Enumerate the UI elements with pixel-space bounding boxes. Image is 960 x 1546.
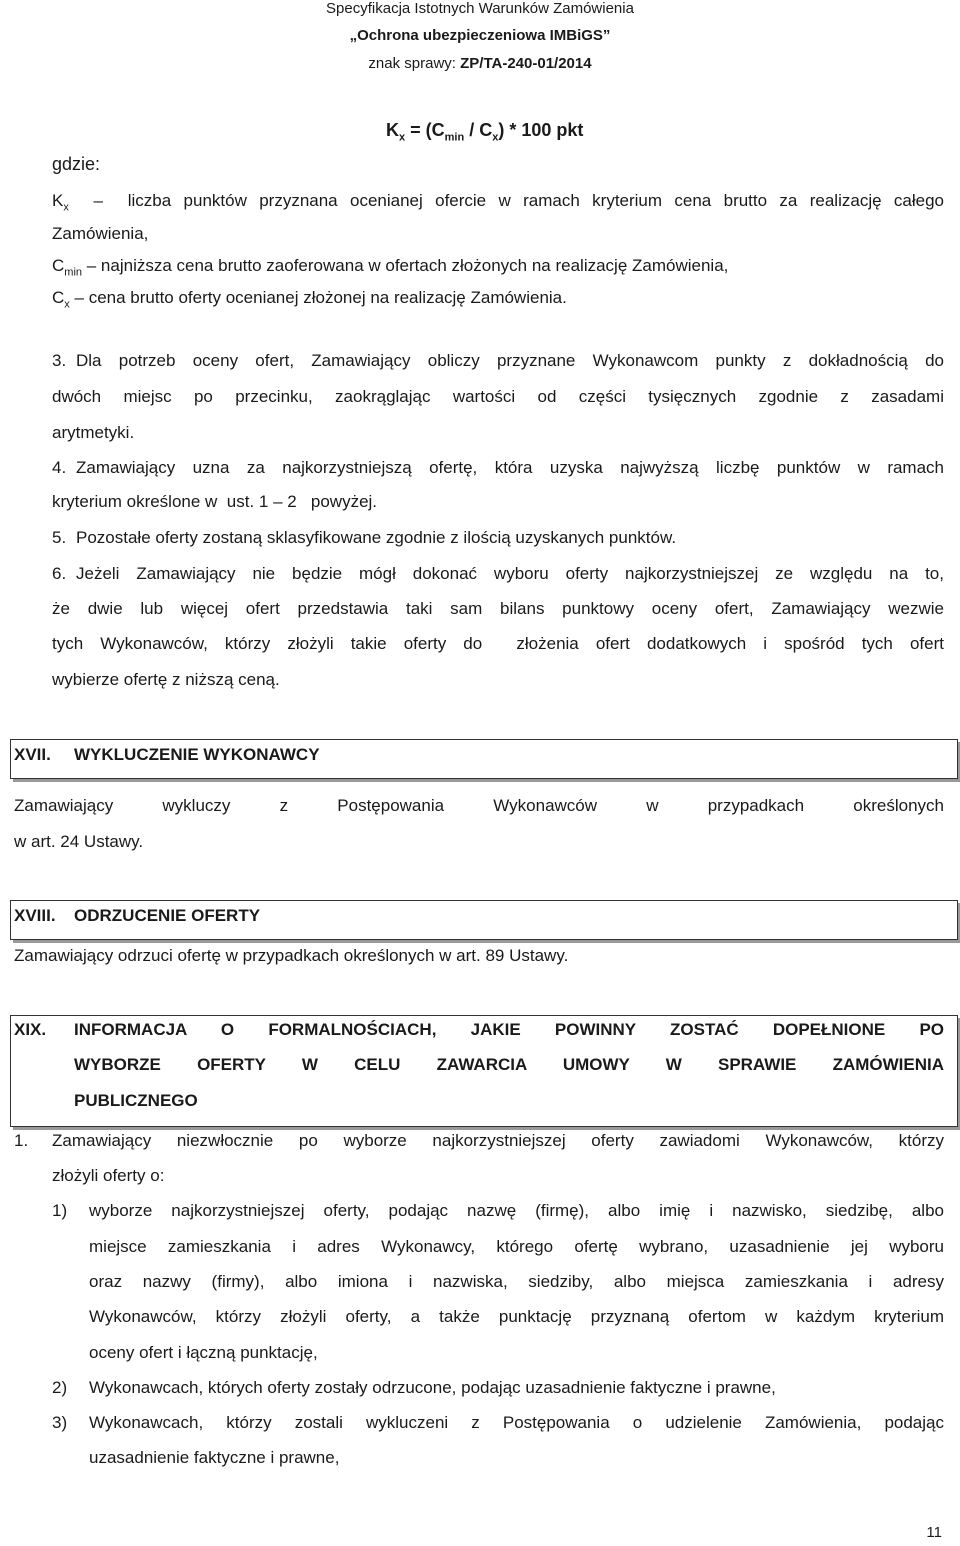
score-formula: $K_x = (C_{min} / C_x) * 100$ pkt xyxy=(386,120,584,144)
item-4-line1: Zamawiający uzna za najkorzystniejszą ofertę, która uzyska najwyższą liczbę punktów w ramach xyxy=(76,458,944,477)
section-18-number: XVIII. xyxy=(14,906,56,925)
header-title: Specyfikacja Istotnych Warunków Zamówienia xyxy=(326,0,634,17)
header-reference-code: ZP/TA-240-01/2014 xyxy=(460,55,592,72)
subpoint-1-line2: miejsce zamieszkania i adres Wykonawcy, którego ofertę wybrano, uzasadnienie jej wyboru xyxy=(89,1237,944,1256)
page-number: 11 xyxy=(926,1524,942,1541)
where-label: gdzie: xyxy=(52,154,101,174)
definition-kx-line1: $K_x$ – liczba punktów przyznana ocenianej ofercie w ramach kryterium cena brutto za realizację całego xyxy=(52,191,944,214)
subpoint-3-line2: uzasadnienie faktyczne i prawne, xyxy=(89,1448,340,1467)
section-17-line1: Zamawiający wykluczy z Postępowania Wykonawców w przypadkach określonych xyxy=(14,796,944,815)
subpoint-1-line1: wyborze najkorzystniejszej oferty, podając nazwę (firmę), albo imię i nazwisko, siedzibę, albo xyxy=(89,1201,944,1220)
header-reference xyxy=(0,55,960,72)
subpoint-3-line1: Wykonawcach, którzy zostali wykluczeni z Postępowania o udzielenie Zamówienia, podając xyxy=(89,1413,944,1432)
section-17-title: WYKLUCZENIE WYKONAWCY xyxy=(74,745,320,764)
subpoint-1-number: 1) xyxy=(52,1201,68,1220)
subpoint-1-line5: oceny ofert i łączną punktację, xyxy=(89,1343,318,1362)
section-19-point-1-line2: złożyli oferty o: xyxy=(52,1166,165,1185)
definition-kx-line2: Zamówienia, xyxy=(52,224,149,243)
section-17-number: XVII. xyxy=(14,745,51,764)
section-19-point-1-number: 1. xyxy=(14,1131,29,1150)
item-6-line4: wybierze ofertę z niższą ceną. xyxy=(52,670,280,689)
subpoint-1-line3: oraz nazwy (firmy), albo imiona i nazwiska, siedziby, albo miejsca zamieszkania i adresy xyxy=(89,1272,944,1291)
item-6-line2: że dwie lub więcej ofert przedstawia taki sam bilans punktowy oceny ofert, Zamawiający wezwie xyxy=(52,599,944,618)
item-4-number: 4. xyxy=(52,458,67,477)
item-3-line1: Dla potrzeb oceny ofert, Zamawiający obliczy przyznane Wykonawcom punkty z dokładnością do xyxy=(76,351,944,370)
subpoint-3-number: 3) xyxy=(52,1413,68,1432)
section-19-title-line3: PUBLICZNEGO xyxy=(74,1091,198,1110)
section-19-point-1-line1: Zamawiający niezwłocznie po wyborze najkorzystniejszej oferty zawiadomi Wykonawców, którzy xyxy=(52,1131,944,1150)
item-5-number: 5. xyxy=(52,528,67,547)
item-4-line2: kryterium określone w ust. 1 – 2 powyżej. xyxy=(52,492,378,511)
item-3-line2: dwóch miejsc po przecinku, zaokrąglając wartości od części tysięcznych zgodnie z zasadami xyxy=(52,387,944,406)
section-18-line1: Zamawiający odrzuci ofertę w przypadkach określonych w art. 89 Ustawy. xyxy=(14,946,569,965)
section-19-title-line2: WYBORZE OFERTY W CELU ZAWARCIA UMOWY W SPRAWIE ZAMÓWIENIA xyxy=(74,1055,944,1074)
section-19-number: XIX. xyxy=(14,1020,47,1039)
section-19-title-line1: INFORMACJA O FORMALNOŚCIACH, JAKIE POWINNY ZOSTAĆ DOPEŁNIONE PO xyxy=(74,1020,944,1039)
item-5-line1: Pozostałe oferty zostaną sklasyfikowane zgodnie z ilością uzyskanych punktów. xyxy=(76,528,677,547)
section-17-line2: w art. 24 Ustawy. xyxy=(14,832,144,851)
item-3-number: 3. xyxy=(52,351,67,370)
header-subject: „Ochrona ubezpieczeniowa IMBiGS” xyxy=(349,27,611,44)
subpoint-2-number: 2) xyxy=(52,1378,68,1397)
subpoint-2-line1: Wykonawcach, których oferty zostały odrzucone, podając uzasadnienie faktyczne i prawne, xyxy=(89,1378,776,1397)
item-6-line3: tych Wykonawców, którzy złożyli takie oferty do złożenia ofert dodatkowych i spośród tych ofert xyxy=(52,634,944,653)
definition-cx: $C_x$ – cena brutto oferty ocenianej złożonej na realizację Zamówienia. xyxy=(52,288,567,311)
item-6-line1: Jeżeli Zamawiający nie będzie mógł dokonać wyboru oferty najkorzystniejszej ze względu na to, xyxy=(76,564,944,583)
subpoint-1-line4: Wykonawców, którzy złożyli oferty, a także punktację przyznaną ofertom w każdym kryterium xyxy=(89,1307,944,1326)
item-6-number: 6. xyxy=(52,564,67,583)
header-reference-label: znak sprawy: xyxy=(368,55,456,72)
section-18-title: ODRZUCENIE OFERTY xyxy=(74,906,261,925)
definition-cmin: $C_{min}$ – najniższa cena brutto zaoferowana w ofertach złożonych na realizację Zamówienia, xyxy=(52,256,729,279)
item-3-line3: arytmetyki. xyxy=(52,423,135,442)
